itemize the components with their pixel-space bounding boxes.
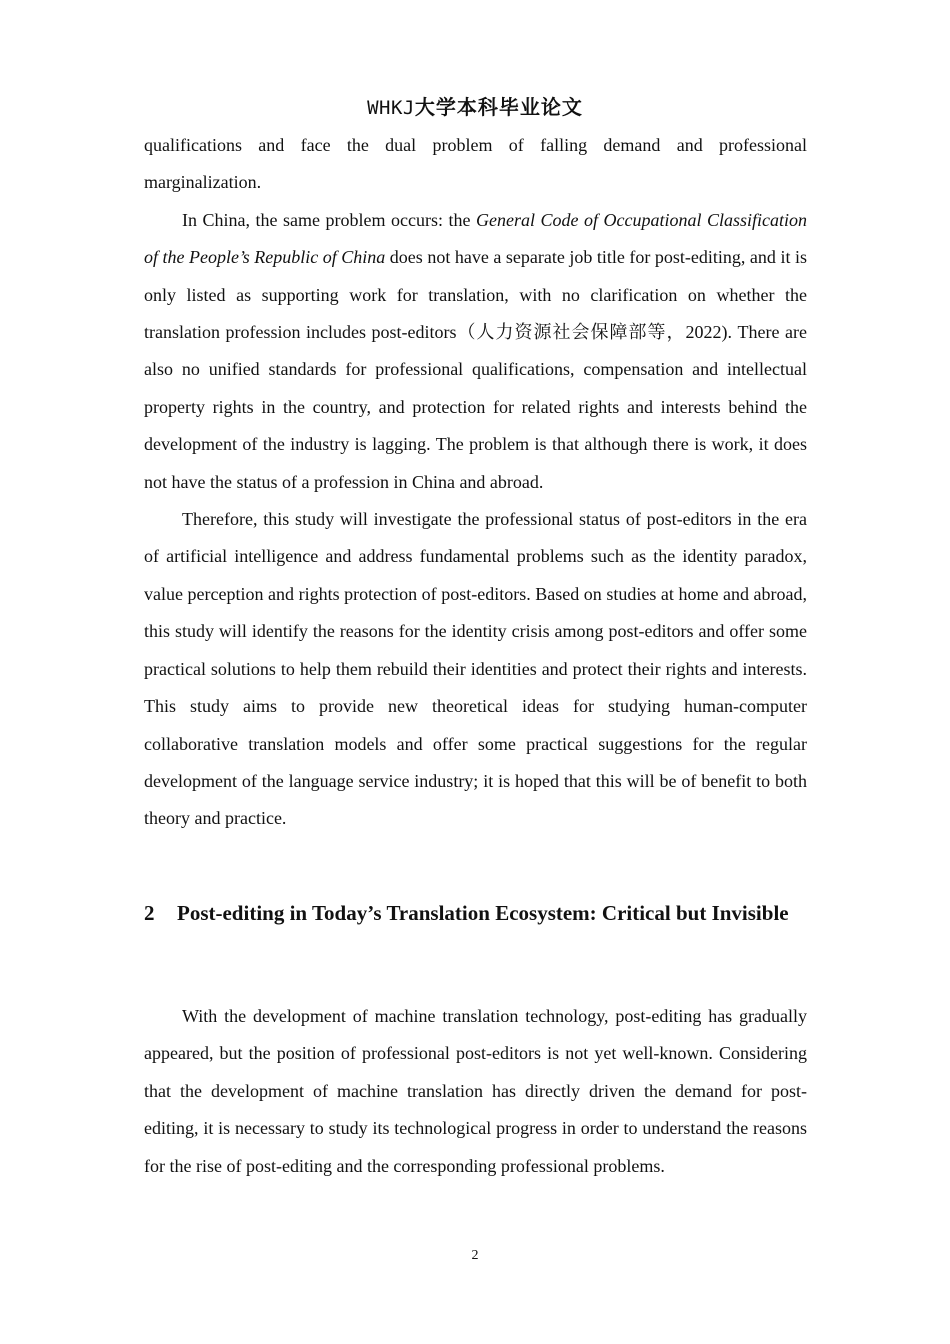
header-university-code: WHKJ (367, 97, 415, 119)
section-body (144, 998, 807, 1185)
body-text (144, 127, 807, 838)
section-heading (144, 889, 807, 938)
code-title-italic: General Code of Occupational Classification of the People’s Republic of China (144, 209, 807, 268)
paragraph-china-rest: does not have a separate job title for post-editing, and it is only listed as supporting work for translation, with no clarification on whether the translation profession includes post-editors（人力资源社会保障部等，2022). There are also no unified standards for professional qualifications, compensation and intellectual property rights in the country, and protection for related rights and interests behind the development of the industry is lagging. The problem is that although there is work, it does not have the status of a profession in China and abroad. (144, 247, 807, 492)
paragraph-mt-development: With the development of machine translation technology, post-editing has gradually appeared, but the position of professional post-editors is not yet well-known. Considering that the development of machine translation has directly driven the demand for post-editing, it is necessary to study its technological progress in order to understand the reasons for the rise of post-editing and the corresponding professional problems. (144, 1006, 807, 1176)
running-header (0, 95, 950, 120)
paragraph-continuation: qualifications and face the dual problem of falling demand and professional marginalization. (144, 135, 807, 193)
paragraph-study-aims: Therefore, this study will investigate the professional status of post-editors in the era of artificial intelligence and address fundamental problems such as the identity paradox, value perception and rights protection of post-editors. Based on studies at home and abroad, this study will identify the reasons for the identity crisis among post-editors and offer some practical solutions to help them rebuild their identities and protect their rights and interests. This study aims to provide new theoretical ideas for studying human-computer collaborative translation models and offer some practical suggestions for the regular development of the language service industry; it is hoped that this will be of benefit to both theory and practice. (144, 509, 807, 829)
page-number: 2 (471, 1248, 479, 1263)
paragraph-china-lead: In China, the same problem occurs: the (182, 209, 476, 230)
paragraph-china (144, 202, 807, 501)
section-number: 2 (144, 901, 155, 925)
header-thesis-label: 大学本科毕业论文 (414, 95, 583, 119)
section-title: Post-editing in Today’s Translation Ecosystem: Critical but Invisible (177, 901, 789, 925)
